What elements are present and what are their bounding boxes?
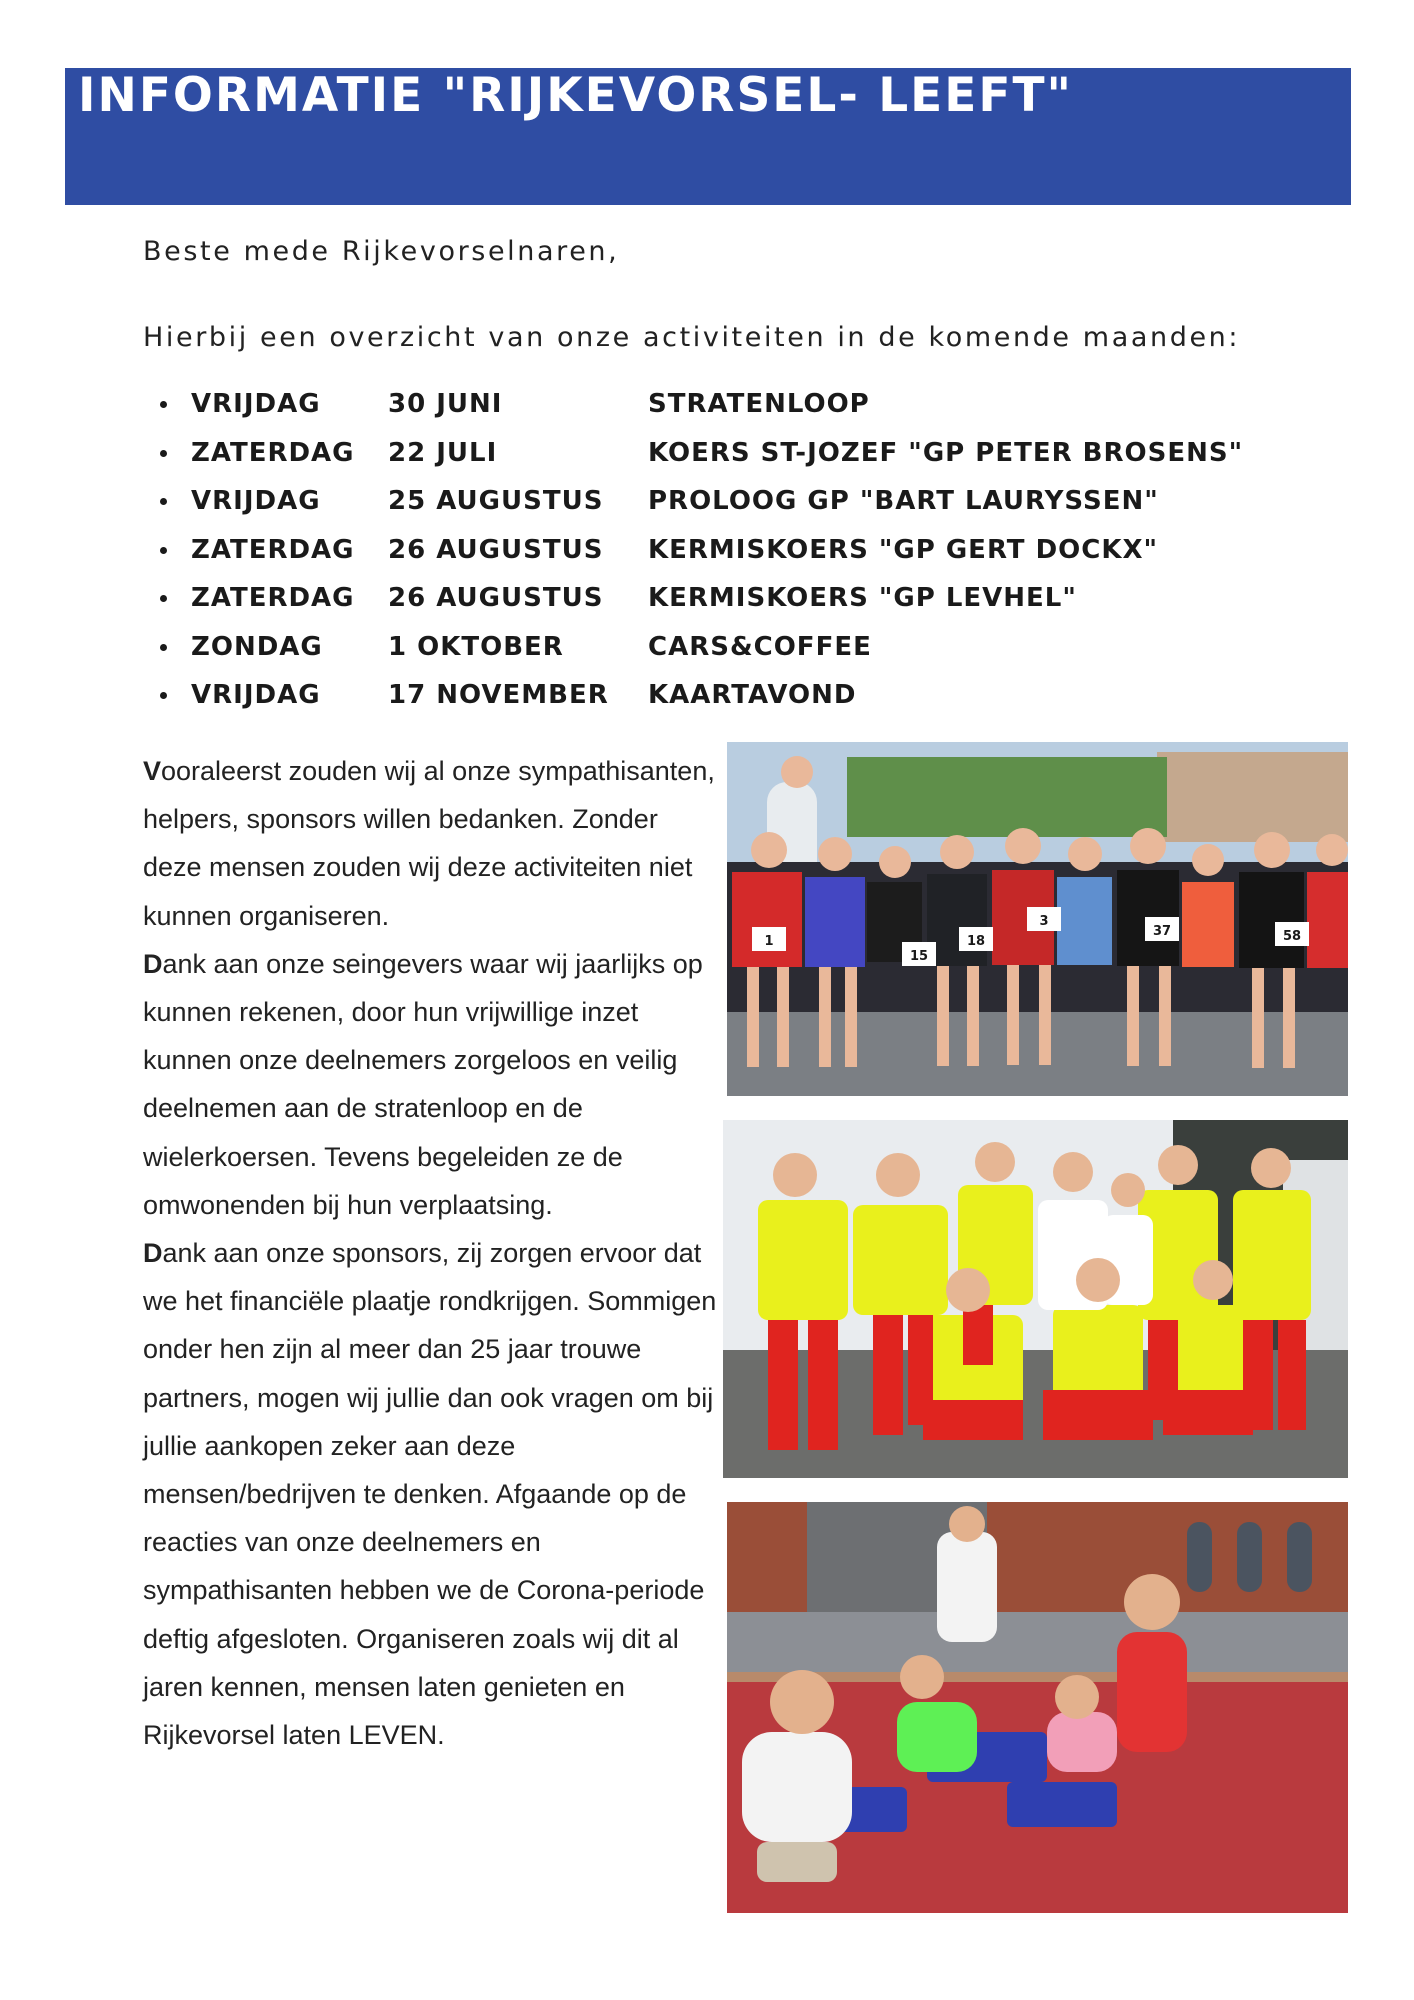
photo-kids-game (727, 1502, 1348, 1913)
bullet-icon (160, 644, 167, 651)
event-name: KERMISKOERS "GP GERT DOCKX" (648, 534, 1159, 565)
event-list (143, 380, 1283, 720)
list-item (143, 526, 1283, 575)
kids-game-image (727, 1502, 1348, 1913)
event-date: 25 AUGUSTUS (388, 486, 604, 516)
event-name: KAARTAVOND (648, 680, 857, 710)
bib-number: 15 (909, 949, 929, 964)
event-date: 1 OKTOBER (388, 631, 564, 662)
event-day: VRIJDAG (191, 389, 321, 419)
list-item (143, 671, 1283, 720)
photo-volunteers (723, 1120, 1348, 1478)
thanks-paragraph (143, 747, 718, 940)
bib-number: 58 (1282, 929, 1302, 944)
event-name: STRATENLOOP (648, 389, 870, 419)
volunteers-image (723, 1120, 1348, 1478)
event-name: KERMISKOERS "GP LEVHEL" (648, 583, 1077, 613)
event-date: 26 AUGUSTUS (388, 534, 604, 565)
bib-number: 18 (966, 934, 986, 949)
greeting: Beste mede Rijkevorselnaren, (143, 236, 620, 267)
signal-volunteers-paragraph (143, 940, 718, 1229)
first-letter: V (143, 756, 162, 786)
runners-image (727, 742, 1348, 1096)
list-item (143, 574, 1283, 623)
event-name: CARS&COFFEE (648, 631, 872, 662)
bullet-icon (160, 692, 167, 699)
intro-text: Hierbij een overzicht van onze activiteiten in de komende maanden: (143, 322, 1241, 353)
event-day: VRIJDAG (191, 486, 321, 516)
event-date: 30 JUNI (388, 389, 503, 419)
event-day: ZONDAG (191, 631, 323, 662)
bullet-icon (160, 498, 167, 505)
list-item (143, 380, 1283, 429)
bib-number: 3 (1039, 914, 1049, 929)
list-item (143, 623, 1283, 672)
event-name: KOERS ST-JOZEF "GP PETER BROSENS" (648, 437, 1244, 468)
bib-number: 1 (764, 934, 774, 949)
paragraph-text: ank aan onze seingevers waar wij jaarlijks op kunnen rekenen, door hun vrijwillige inzet kunnen onze deelnemers zorgeloos en veilig deelnemen aan de stratenloop en de wielerkoersen. Tevens begeleiden ze de omwonenden bij hun verplaatsing. (143, 948, 703, 1220)
sponsors-paragraph (143, 1229, 718, 1759)
event-name: PROLOOG GP "BART LAURYSSEN" (648, 486, 1159, 516)
bullet-icon (160, 450, 167, 457)
bullet-icon (160, 401, 167, 408)
event-day: ZATERDAG (191, 437, 355, 468)
list-item (143, 477, 1283, 526)
bullet-icon (160, 547, 167, 554)
first-letter: D (143, 1238, 163, 1269)
event-date: 17 NOVEMBER (388, 680, 609, 710)
list-item (143, 429, 1283, 478)
paragraph-text: ooraleerst zouden wij al onze sympathisanten, helpers, sponsors willen bedanken. Zonder deze mensen zouden wij deze activiteiten niet kunnen organiseren. (143, 756, 715, 931)
page-title: INFORMATIE "RIJKEVORSEL- LEEFT" (78, 68, 1074, 123)
event-day: ZATERDAG (191, 534, 355, 565)
first-letter: D (143, 948, 163, 979)
bib-number: 37 (1152, 924, 1172, 939)
paragraph-text: ank aan onze sponsors, zij zorgen ervoor dat we het financiële plaatje rondkrijgen. Sommigen onder hen zijn al meer dan 25 jaar trouwe partners, mogen wij jullie dan ook vragen om bij jullie aankopen zeker aan deze mensen/bedrijven te denken. Afgaande op de reacties van onze deelnemers en sympathisanten hebben we de Corona-periode deftig afgesloten. Organiseren zoals wij dit al jaren kennen, mensen laten genieten en Rijkevorsel laten LEVEN. (143, 1238, 717, 1751)
photo-runners (727, 742, 1348, 1096)
bullet-icon (160, 595, 167, 602)
event-day: VRIJDAG (191, 680, 321, 710)
event-date: 22 JULI (388, 437, 498, 468)
event-day: ZATERDAG (191, 583, 355, 613)
event-date: 26 AUGUSTUS (388, 583, 604, 613)
body-text (143, 747, 718, 1759)
